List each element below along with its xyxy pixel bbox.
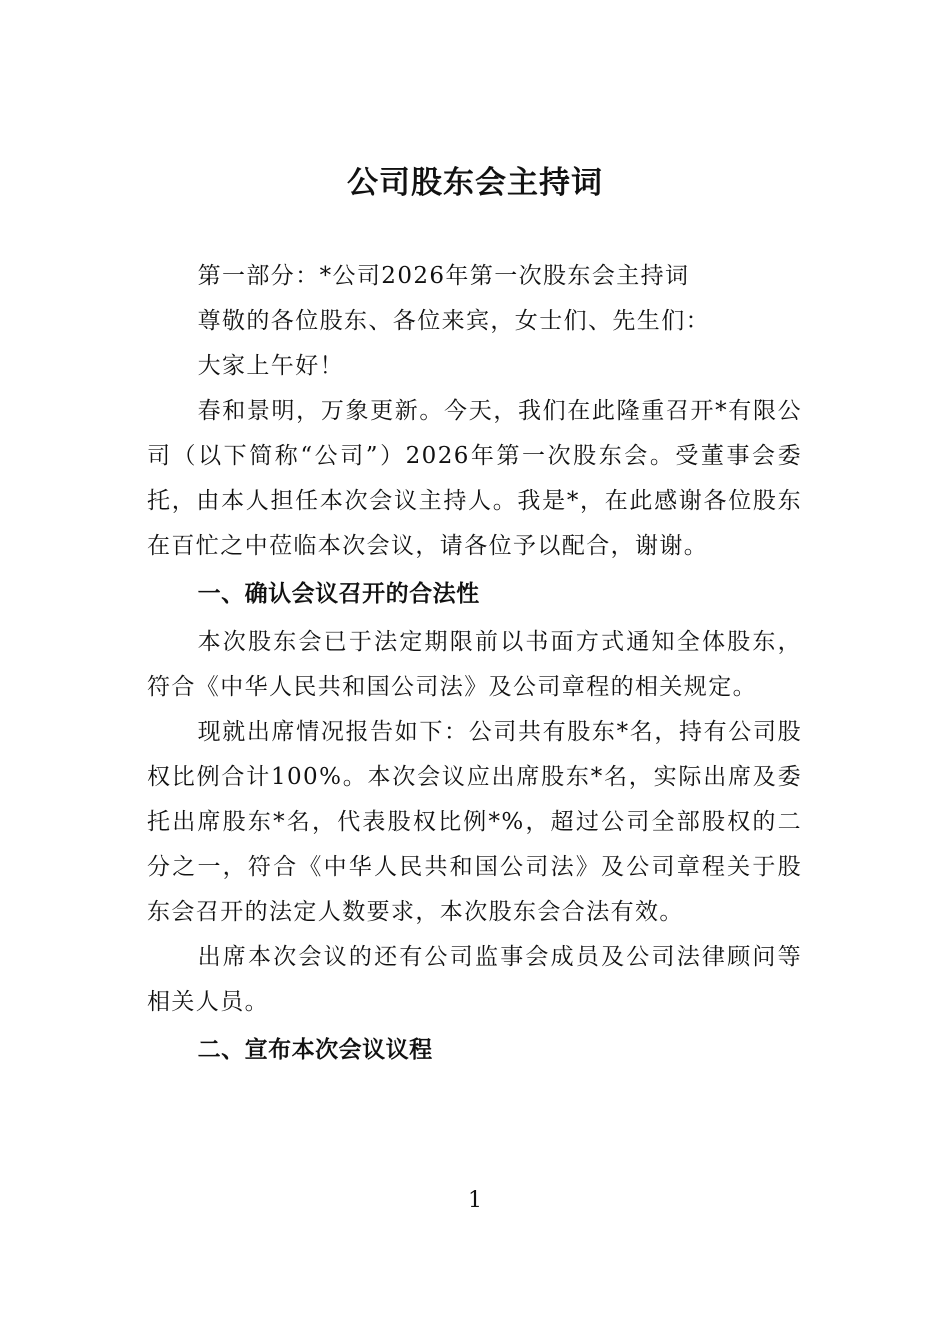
- paragraph-attendees: 出席本次会议的还有公司监事会成员及公司法律顾问等相关人员。: [147, 944, 802, 1015]
- paragraph-greeting: 大家上午好！: [197, 353, 344, 379]
- section-heading-1: 一、确认会议召开的合法性: [197, 581, 480, 607]
- page-number: 1: [468, 1188, 482, 1213]
- paragraph-part-heading: 第一部分：*公司2026年第一次股东会主持词: [197, 263, 690, 289]
- paragraph-salutation: 尊敬的各位股东、各位来宾，女士们、先生们：: [197, 308, 710, 334]
- document-body: [147, 254, 802, 1076]
- paragraph-notice: 本次股东会已于法定期限前以书面方式通知全体股东，符合《中华人民共和国公司法》及公司章程的相关规定。: [147, 629, 802, 700]
- paragraph-opening: 春和景明，万象更新。今天，我们在此隆重召开*有限公司（以下简称“公司”）2026年第一次股东会。受董事会委托，由本人担任本次会议主持人。我是*，在此感谢各位股东在百忙之中莅临本次会议，请各位予以配合，谢谢。: [147, 398, 802, 559]
- paragraph-attendance: 现就出席情况报告如下：公司共有股东*名，持有公司股权比例合计100%。本次会议应出席股东*名，实际出席及委托出席股东*名，代表股权比例*%，超过公司全部股权的二分之一，符合《中华人民共和国公司法》及公司章程关于股东会召开的法定人数要求，本次股东会合法有效。: [147, 719, 802, 925]
- document-title: 公司股东会主持词: [347, 165, 603, 201]
- section-heading-2: 二、宣布本次会议议程: [197, 1037, 433, 1063]
